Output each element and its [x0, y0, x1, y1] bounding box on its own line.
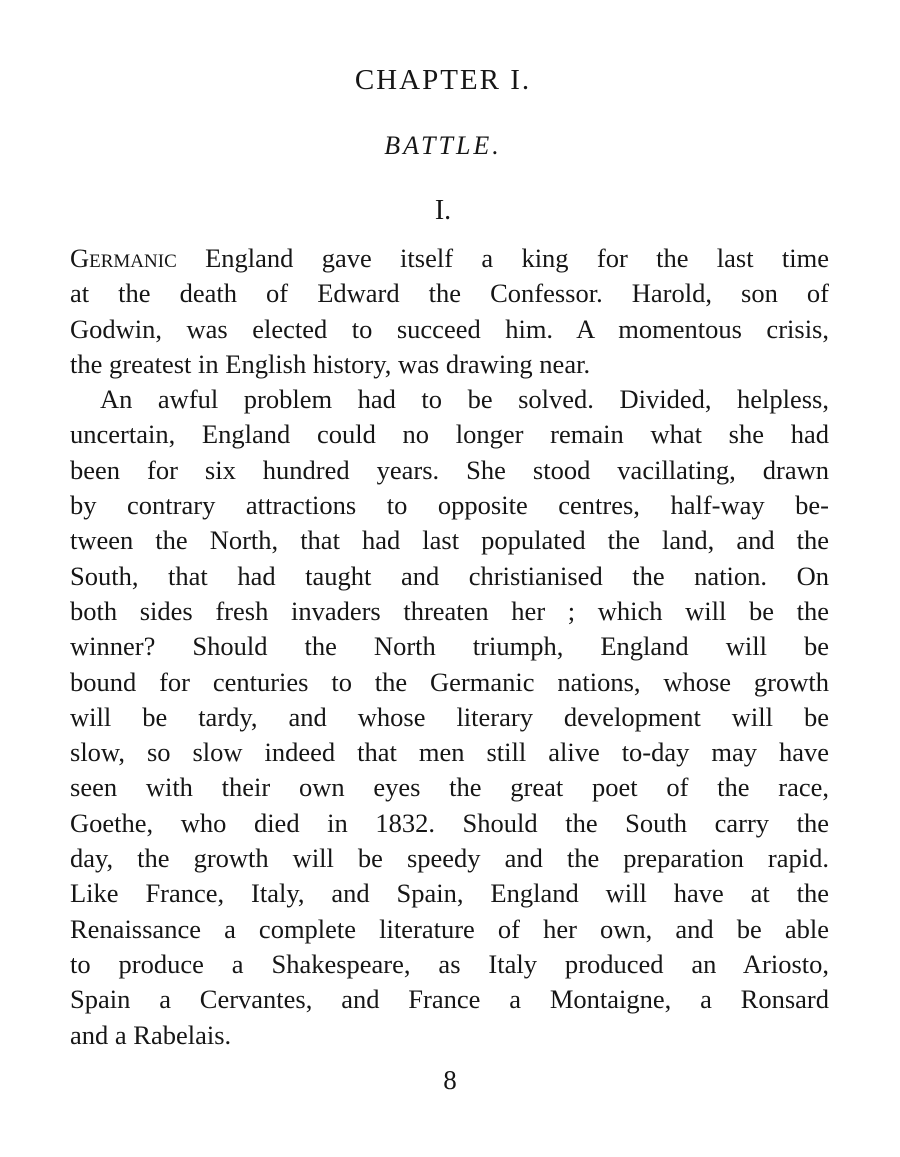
text-line: tween the North, that had last populated the land, and the — [70, 525, 829, 556]
text-line: South, that had taught and christianised the nation. On — [70, 560, 829, 591]
body-text — [70, 241, 829, 1053]
text-line: the greatest in English history, was drawing near. — [70, 348, 591, 379]
text-line: uncertain, England could no longer remain what she had — [70, 419, 829, 450]
text-line: winner? Should the North triumph, England will be — [70, 631, 829, 662]
text-line: bound for centuries to the Germanic nations, whose growth — [70, 666, 829, 697]
text-line: to produce a Shakespeare, as Italy produced an Ariosto, — [70, 948, 829, 979]
text-line: and a Rabelais. — [70, 1019, 232, 1050]
section-number: I. — [434, 195, 452, 226]
text-line: Godwin, was elected to succeed him. A momentous crisis, — [70, 313, 829, 344]
paragraph-1 — [70, 241, 829, 382]
page-number: 8 — [443, 1065, 457, 1095]
text-line: Goethe, who died in 1832. Should the South carry the — [70, 807, 829, 838]
section-heading: BATTLE. — [384, 131, 502, 160]
text-line: seen with their own eyes the great poet of the race, — [70, 772, 829, 803]
text-line: been for six hundred years. She stood vacillating, drawn — [70, 454, 829, 485]
text-line: both sides fresh invaders threaten her ; which will be the — [70, 595, 829, 626]
paragraph-2 — [70, 382, 829, 1053]
line-text: England gave itself a king for the last time — [176, 243, 829, 273]
text-line: Renaissance a complete literature of her own, and be able — [70, 913, 829, 944]
text-line: day, the growth will be speedy and the preparation rapid. — [70, 843, 829, 874]
text-line: will be tardy, and whose literary development will be — [70, 701, 829, 732]
text-line: Like France, Italy, and Spain, England will have at the — [70, 878, 829, 909]
text-line: An awful problem had to be solved. Divided, helpless, — [100, 384, 829, 415]
text-line: slow, so slow indeed that men still alive to-day may have — [70, 737, 829, 768]
lead-word: Germanic — [70, 243, 177, 273]
chapter-heading: CHAPTER I. — [354, 64, 532, 96]
text-line: Spain a Cervantes, and France a Montaigne, a Ronsard — [70, 984, 829, 1015]
text-line: by contrary attractions to opposite centres, half-way be- — [70, 490, 829, 521]
text-line — [70, 241, 829, 276]
text-line: at the death of Edward the Confessor. Harold, son of — [70, 278, 829, 309]
